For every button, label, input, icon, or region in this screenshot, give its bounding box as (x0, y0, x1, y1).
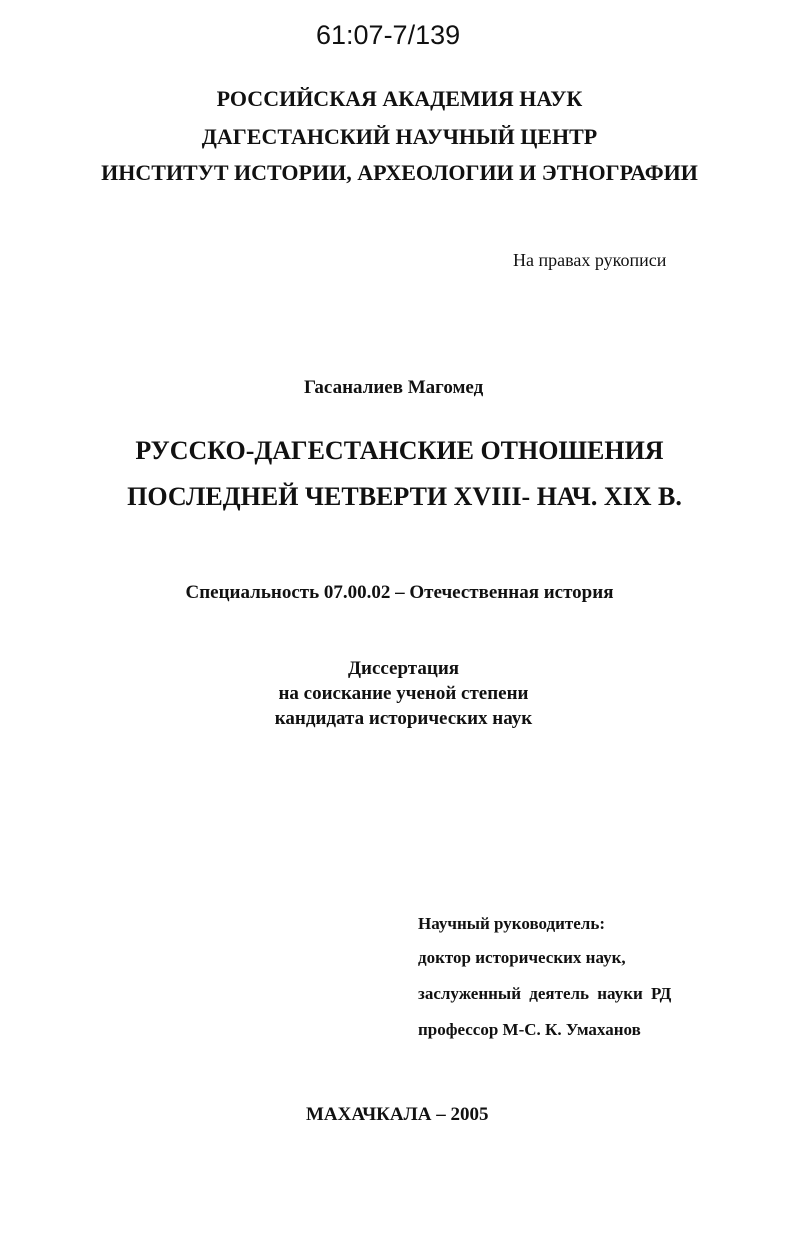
catalog-code: 61:07-7/139 (316, 20, 461, 50)
degree-line-3: кандидата исторических наук (274, 708, 533, 729)
organization-line-1: РОССИЙСКАЯ АКАДЕМИЯ НАУК (216, 86, 583, 111)
supervisor-heading: Научный руководитель: (418, 914, 605, 933)
organization-line-2: ДАГЕСТАНСКИЙ НАУЧНЫЙ ЦЕНТР (201, 124, 598, 149)
place-year: МАХАЧКАЛА – 2005 (306, 1104, 489, 1125)
supervisor-line-1: доктор исторических наук, (418, 948, 626, 967)
degree-line-2: на соискание ученой степени (278, 683, 529, 704)
supervisor-line-3: профессор М-С. К. Умаханов (418, 1020, 641, 1039)
organization-line-3: ИНСТИТУТ ИСТОРИИ, АРХЕОЛОГИИ И ЭТНОГРАФИИ (101, 160, 698, 185)
manuscript-note: На правах рукописи (513, 250, 667, 270)
specialty: Специальность 07.00.02 – Отечественная история (185, 582, 614, 603)
title-line-1: РУССКО-ДАГЕСТАНСКИЕ ОТНОШЕНИЯ (135, 436, 664, 465)
supervisor-line-2: заслуженный деятель науки РД (418, 984, 672, 1003)
title-line-2: ПОСЛЕДНЕЙ ЧЕТВЕРТИ XVIII- НАЧ. XIX В. (127, 482, 682, 511)
author-name: Гасаналиев Магомед (304, 377, 484, 398)
degree-line-1: Диссертация (347, 658, 460, 679)
